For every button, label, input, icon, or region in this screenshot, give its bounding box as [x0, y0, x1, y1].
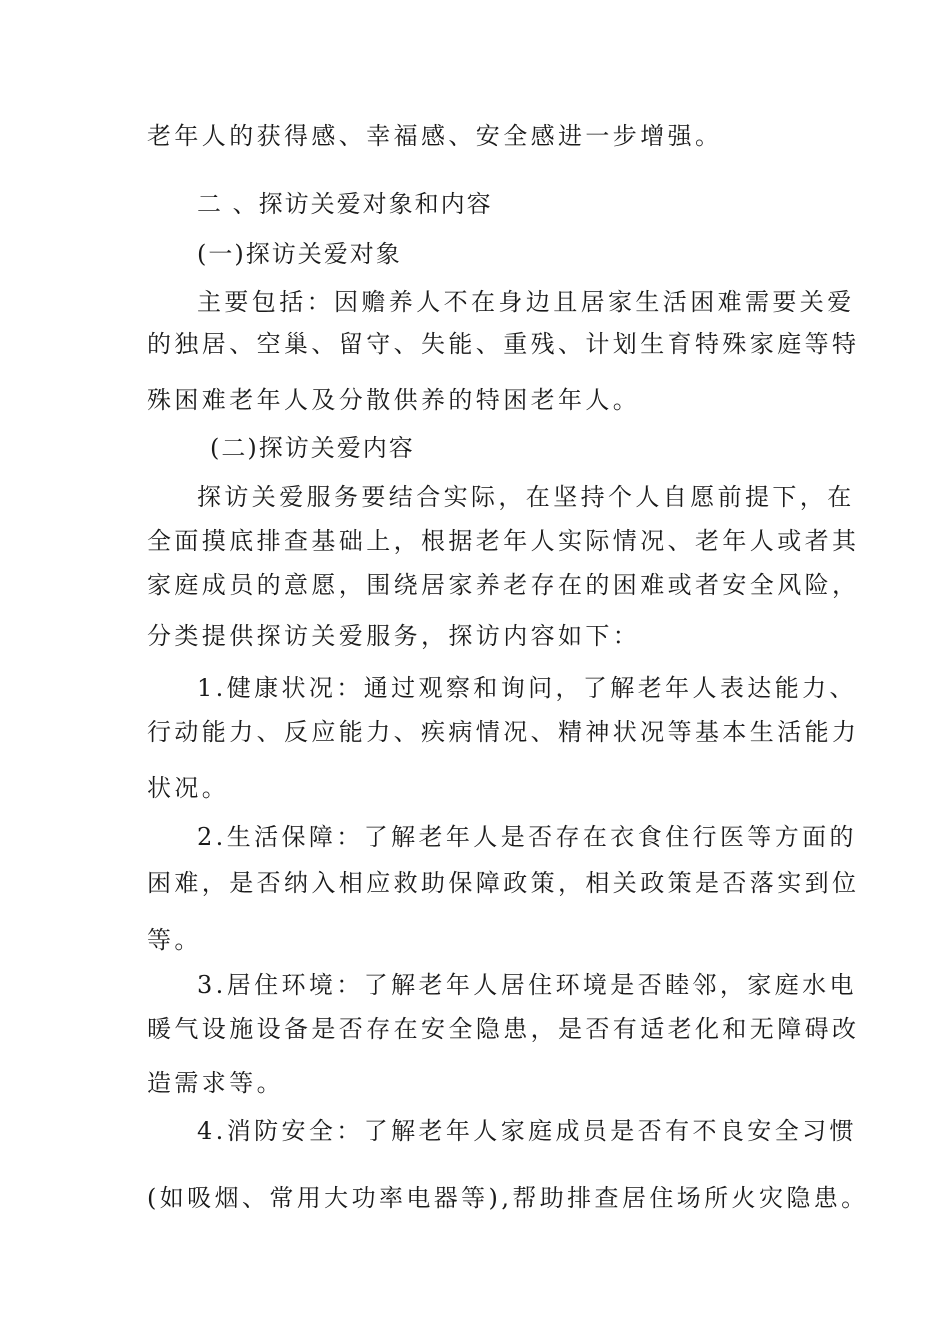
body-text-line: 造需求等。 — [147, 1069, 284, 1097]
body-text-line: 殊困难老年人及分散供养的特困老年人。 — [147, 386, 641, 414]
body-text-line: 2.生活保障：了解老年人是否存在衣食住行医等方面的 — [197, 823, 857, 851]
body-text-line: 分类提供探访关爱服务，探访内容如下： — [147, 622, 641, 650]
body-text-line: 暖气设施设备是否存在安全隐患，是否有适老化和无障碍改 — [147, 1015, 860, 1043]
body-text-line: 家庭成员的意愿，围绕居家养老存在的困难或者安全风险， — [147, 571, 860, 599]
body-text-line: 的独居、空巢、留守、失能、重残、计划生育特殊家庭等特 — [147, 330, 860, 358]
body-text-line: 4.消防安全：了解老年人家庭成员是否有不良安全习惯 — [197, 1117, 857, 1145]
body-text-line: 3.居住环境：了解老年人居住环境是否睦邻，家庭水电 — [197, 971, 857, 999]
body-text-line: 状况。 — [147, 774, 230, 802]
body-text-line: 主要包括：因赡养人不在身边且居家生活困难需要关爱 — [197, 288, 855, 316]
section-heading: 二 、探访关爱对象和内容 — [197, 190, 493, 218]
body-text-line: 全面摸底排查基础上，根据老年人实际情况、老年人或者其 — [147, 527, 860, 555]
body-text-line: 探访关爱服务要结合实际，在坚持个人自愿前提下，在 — [197, 483, 855, 511]
body-text-line: 等。 — [147, 926, 202, 954]
body-text-line: 1.健康状况：通过观察和询问，了解老年人表达能力、 — [197, 674, 857, 702]
body-text-line: (如吸烟、常用大功率电器等),帮助排查居住场所火灾隐患。 — [147, 1184, 869, 1212]
body-text-line: 老年人的获得感、幸福感、安全感进一步增强。 — [147, 122, 723, 150]
body-text-line: 行动能力、反应能力、疾病情况、精神状况等基本生活能力 — [147, 718, 860, 746]
subsection-heading: (二)探访关爱内容 — [210, 434, 415, 462]
subsection-heading: (一)探访关爱对象 — [197, 240, 402, 268]
body-text-line: 困难，是否纳入相应救助保障政策，相关政策是否落实到位 — [147, 869, 860, 897]
